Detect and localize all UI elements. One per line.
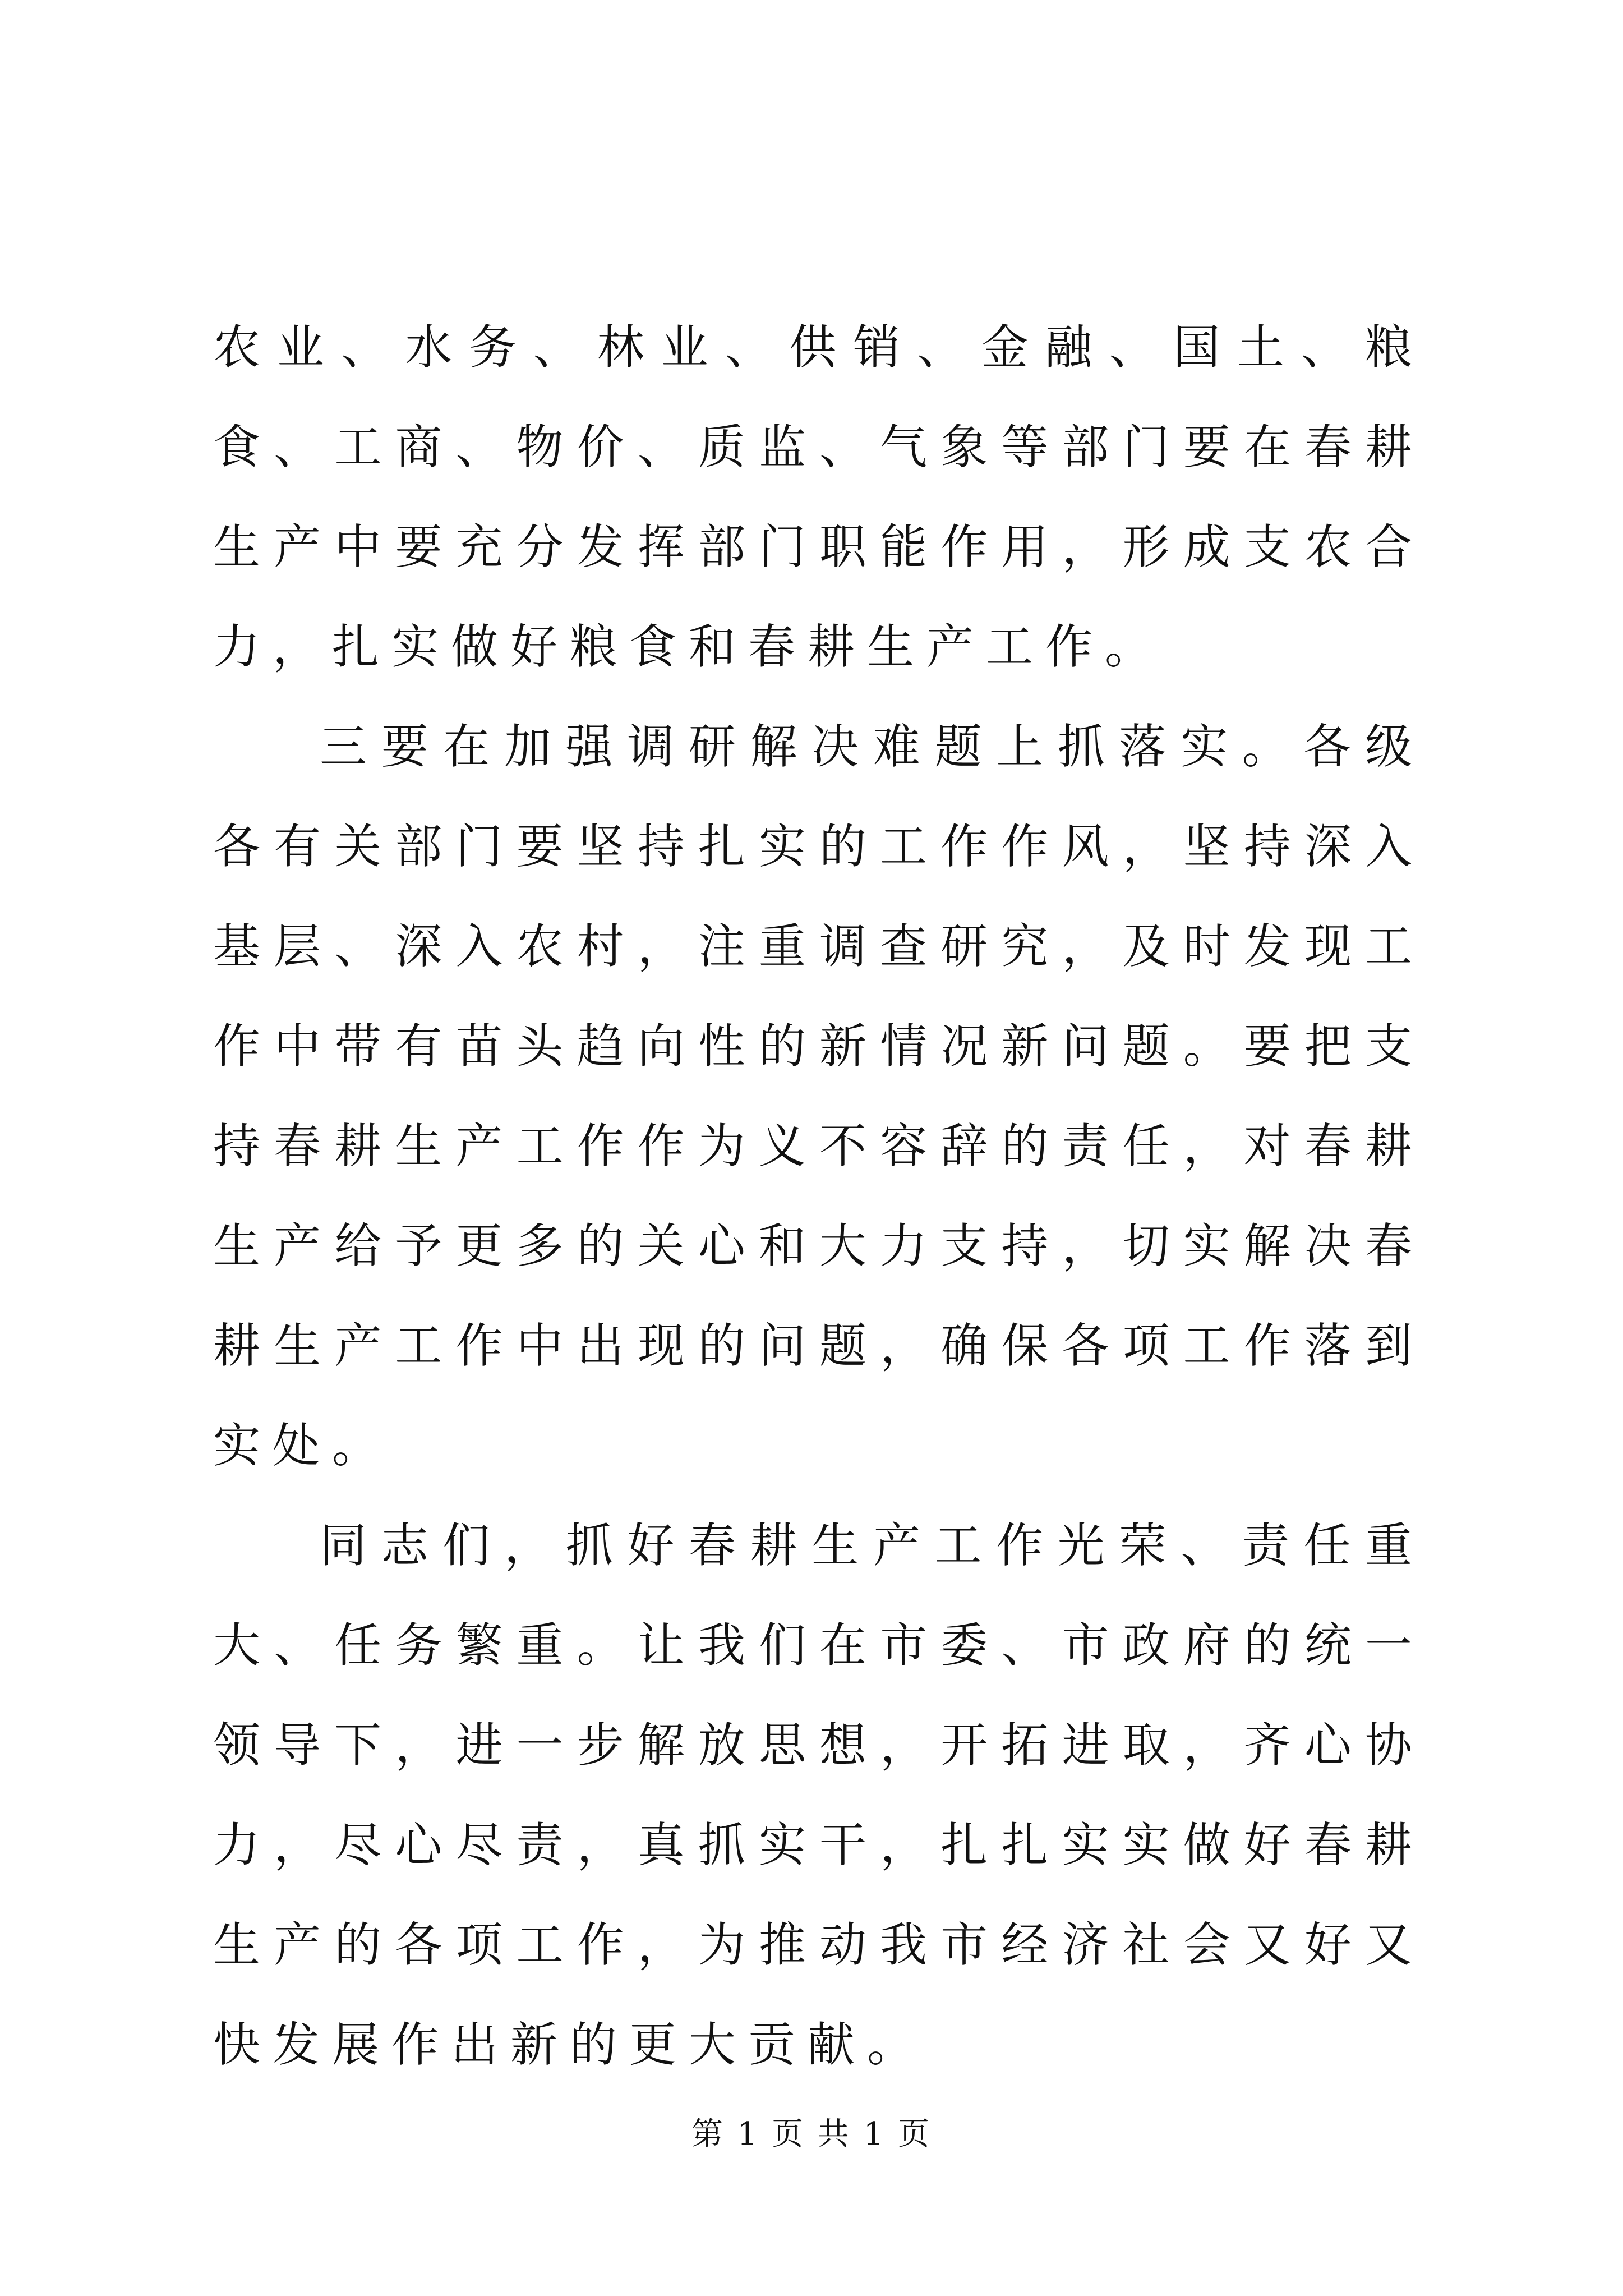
page-footer: 第 1 页 共 1 页	[691, 2116, 932, 2152]
paragraph-3: 同志们，抓好春耕生产工作光荣、责任重大、任务繁重。让我们在市委、市政府的统一领导下，进一步解放思想，开拓进取，齐心协力，尽心尽责，真抓实干，扎扎实实做好春耕生产的各项工作，为推动我市经济社会又好又快发展作出新的更大贡献。	[213, 1518, 1424, 2072]
paragraph-2: 三要在加强调研解决难题上抓落实。各级各有关部门要坚持扎实的工作作风，坚持深入基层、深入农村，注重调查研究，及时发现工作中带有苗头趋向性的新情况新问题。要把支持春耕生产工作作为义不容辞的责任，对春耕生产给予更多的关心和大力支持，切实解决春耕生产工作中出现的问题，确保各项工作落到实处。	[213, 719, 1424, 1473]
paragraph-1: 农业、水务、林业、供销、金融、国土、粮食、工商、物价、质监、气象等部门要在春耕生产中要充分发挥部门职能作用，形成支农合力，扎实做好粮食和春耕生产工作。	[213, 320, 1424, 674]
document-body	[213, 297, 1424, 2095]
